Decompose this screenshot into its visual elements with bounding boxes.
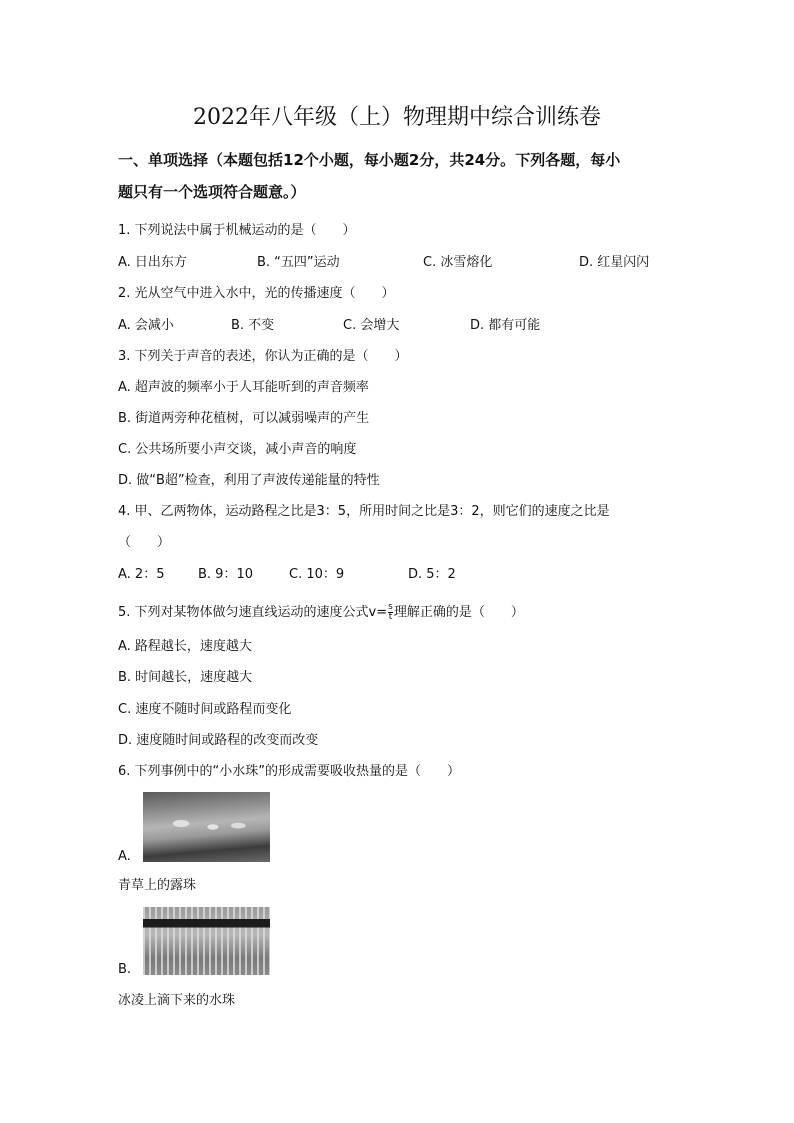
q2-option-c: C. 会增大 — [343, 318, 400, 333]
icicle-bicycle-seat-photo — [143, 907, 270, 975]
q3-option-c: C. 公共场所要小声交谈，减小声音的响度 — [118, 442, 357, 457]
q3-option-d: D. 做“B超”检查，利用了声波传递能量的特性 — [118, 473, 380, 488]
q2-option-d: D. 都有可能 — [470, 318, 541, 333]
question-6-stem: 6. 下列事例中的“小水珠”的形成需要吸收热量的是（ ） — [118, 764, 461, 779]
question-5-stem — [118, 603, 524, 622]
q5-stem-post: 理解正确的是（ ） — [393, 605, 524, 620]
q4-option-c: C. 10：9 — [289, 567, 345, 582]
q2-option-b: B. 不变 — [231, 318, 275, 333]
q5-stem-pre: 5. 下列对某物体做匀速直线运动的速度公式v= — [118, 605, 388, 620]
fraction-numerator: s — [388, 602, 393, 612]
q6-option-b: B. — [118, 962, 132, 977]
q1-option-b: B. “五四”运动 — [257, 255, 340, 270]
question-2-stem: 2. 光从空气中进入水中，光的传播速度（ ） — [118, 286, 395, 301]
question-4-blank: （ ） — [118, 535, 171, 550]
q1-option-d: D. 红星闪闪 — [579, 255, 650, 270]
q1-option-c: C. 冰雪熔化 — [423, 255, 493, 270]
section-heading-cont: 题只有一个选项符合题意。） — [118, 183, 306, 201]
dew-on-grass-photo — [143, 792, 270, 862]
q6-option-b-caption: 冰凌上滴下来的水珠 — [118, 993, 236, 1008]
q3-option-b: B. 街道两旁种花植树，可以减弱噪声的产生 — [118, 411, 370, 426]
q5-option-c: C. 速度不随时间或路程而变化 — [118, 702, 292, 717]
q4-option-a: A. 2：5 — [118, 567, 165, 582]
q3-option-a: A. 超声波的频率小于人耳能听到的声音频率 — [118, 380, 369, 395]
q2-option-a: A. 会减小 — [118, 318, 174, 333]
question-4-stem: 4. 甲、乙两物体，运动路程之比是3：5，所用时间之比是3：2，则它们的速度之比是 — [118, 504, 610, 519]
question-3-stem: 3. 下列关于声音的表述，你认为正确的是（ ） — [118, 349, 408, 364]
q5-option-b: B. 时间越长，速度越大 — [118, 670, 253, 685]
fraction-denominator: t — [388, 612, 393, 622]
q4-option-b: B. 9：10 — [198, 567, 253, 582]
page-title: 2022年八年级（上）物理期中综合训练卷 — [193, 105, 601, 130]
question-1-stem: 1. 下列说法中属于机械运动的是（ ） — [118, 223, 356, 238]
q4-option-d: D. 5：2 — [408, 567, 456, 582]
q6-option-a: A. — [118, 849, 131, 864]
q5-option-a: A. 路程越长，速度越大 — [118, 639, 252, 654]
q6-option-a-caption: 青草上的露珠 — [118, 878, 197, 893]
section-heading: 一、单项选择（本题包括12个小题，每小题2分，共24分。下列各题，每小 — [118, 151, 621, 169]
q1-option-a: A. 日出东方 — [118, 255, 187, 270]
q5-option-d: D. 速度随时间或路程的改变而改变 — [118, 733, 319, 748]
speed-formula-fraction — [388, 603, 393, 622]
